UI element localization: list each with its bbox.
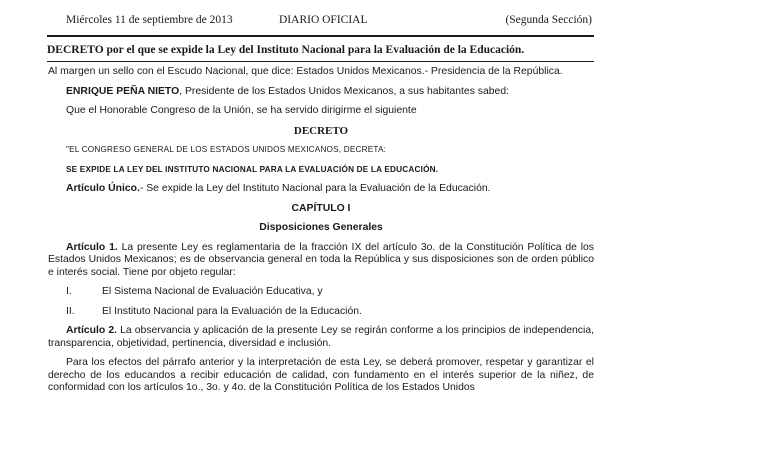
decree-title: DECRETO por el que se expide la Ley del Instituto Nacional para la Evaluación de la Educación. — [47, 44, 525, 56]
article-1 — [48, 242, 594, 280]
list-item-text: El Sistema Nacional de Evaluación Educativa, y — [102, 286, 323, 297]
header-publication: DIARIO OFICIAL — [279, 14, 368, 26]
article-2-text: La observancia y aplicación de la presente Ley se regirán conforme a los principios de independencia, transparencia, objetividad, pertinencia, diversidad e inclusión. — [48, 325, 594, 349]
article-1-text: La presente Ley es reglamentaria de la fracción IX del artículo 3o. de la Constitución Política de los Estados Unidos Mexicanos; es de observancia general en toda la República y sus disposiciones son de orden público e interés social. Tiene por objeto regular: — [48, 241, 595, 278]
president-text: , Presidente de los Estados Unidos Mexicanos, a sus habitantes sabed: — [179, 85, 509, 97]
expide-line: SE EXPIDE LA LEY DEL INSTITUTO NACIONAL PARA LA EVALUACIÓN DE LA EDUCACIÓN. — [66, 164, 439, 174]
congress-decrees: "EL CONGRESO GENERAL DE LOS ESTADOS UNIDOS MEXICANOS, DECRETA: — [66, 145, 387, 154]
list-item-number: II. — [66, 305, 75, 317]
list-item — [48, 306, 594, 319]
chapter-heading: CAPÍTULO I — [291, 202, 351, 214]
seal-text: Al margen un sello con el Escudo Nacional, que dice: Estados Unidos Mexicanos.- Presidencia de la República. — [48, 66, 563, 77]
articulo-unico-text: - Se expide la Ley del Instituto Nacional para la Evaluación de la Educación. — [139, 183, 491, 194]
page-header — [66, 14, 592, 30]
article-2 — [48, 325, 594, 350]
chapter-title: Disposiciones Generales — [259, 222, 383, 233]
president-paragraph — [48, 86, 594, 99]
articulo-unico-label: Artículo Único. — [66, 183, 140, 194]
document-body — [48, 66, 594, 395]
list-item-text: El Instituto Nacional para la Evaluación de la Educación. — [102, 305, 362, 317]
title-rule — [47, 61, 594, 62]
articulo-unico — [48, 183, 594, 196]
header-date: Miércoles 11 de septiembre de 2013 — [66, 14, 233, 26]
header-rule — [47, 35, 594, 37]
list-item-number: I. — [66, 286, 72, 297]
last-paragraph: Para los efectos del párrafo anterior y la interpretación de esta Ley, se deberá promover, respetar y garantizar el derecho de los educandos a recibir educación de calidad, con fundamento en el interés superior de la niñez, de conformidad con los artículos 1o., 3o. y 4o. de la Constitución Política de los Estados Unidos — [48, 357, 594, 393]
article-2-label: Artículo 2. — [66, 325, 118, 336]
list-item — [48, 286, 594, 299]
president-name: ENRIQUE PEÑA NIETO — [66, 85, 180, 97]
article-1-label: Artículo 1. — [66, 241, 118, 253]
congress-line: Que el Honorable Congreso de la Unión, se ha servido dirigirme el siguiente — [66, 105, 417, 116]
header-section: (Segunda Sección) — [505, 14, 592, 26]
decreto-heading: DECRETO — [293, 124, 349, 137]
